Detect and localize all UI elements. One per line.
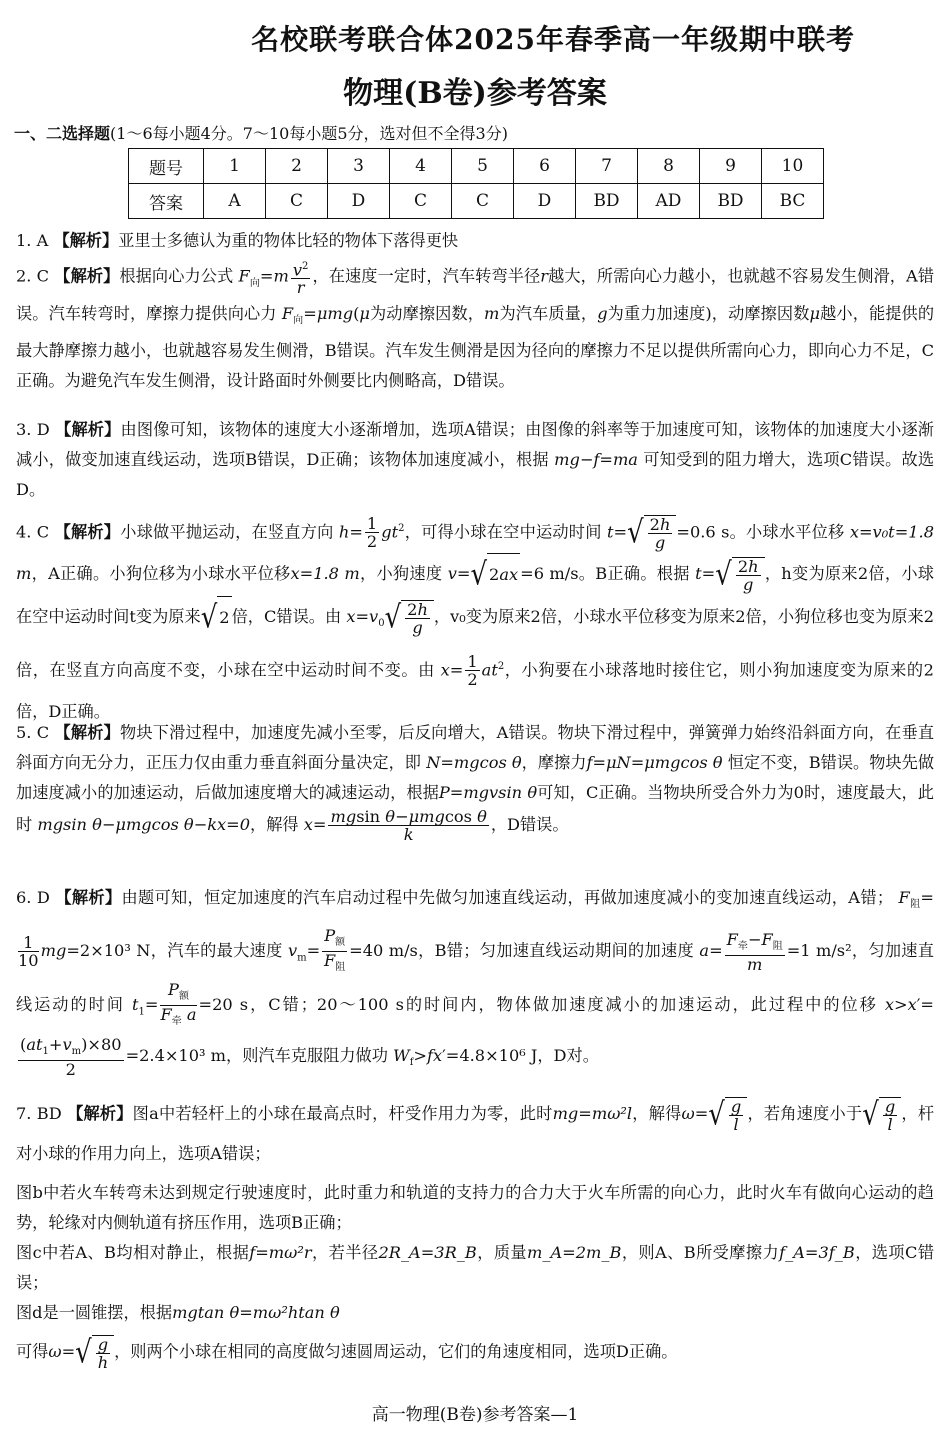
table-cell: 4 [390, 149, 452, 184]
analysis-tag: 【解析】 [54, 522, 121, 542]
question-1-solution [16, 226, 934, 256]
formula-sqrt: √ 2 ax [470, 553, 520, 596]
solution-text: ( [353, 303, 360, 323]
solution-text: 图d是一圆锥摆，根据 [16, 1303, 173, 1322]
table-header-number: 题号 [129, 149, 204, 184]
formula-fraction: $\frac{1}{2}$ [366, 514, 378, 552]
solution-text: ，h变为原来2倍，小球在空中运动时间t变为原来 [16, 564, 934, 627]
solution-text: ，杆对小球的作用力向上，选项A错误； [16, 1104, 935, 1163]
question-number: 5. C [16, 723, 50, 742]
solution-text: ，则A、B所受摩擦力 [621, 1243, 780, 1262]
solution-text: ，D错误。 [490, 815, 569, 834]
solution-text: 为重力加速度)，动摩擦因数 [607, 303, 810, 323]
question-number: 1. A [16, 231, 49, 250]
table-cell: 1 [204, 149, 266, 184]
analysis-tag: 【解析】 [55, 420, 121, 439]
solution-line: 7. BD 【解析】图a中若轻杆上的小球在最高点时，杆受作用力为零，此时mg=mω²l，解得ω= √ $\frac{g}{l}$ ，若角速度小于 √ $\frac{g}{l}$ ，杆对小球的作用力向上，选项A错误； [16, 1096, 935, 1163]
table-cell: C [390, 184, 452, 219]
table-cell: 5 [452, 149, 514, 184]
solution-text: ，可得小球在空中运动时间 [404, 522, 602, 542]
solution-text: ，在速度一定时，汽车转弯半径 [312, 266, 541, 286]
solution-text: =1 m/s²，匀加速直线运动的时间 [16, 941, 934, 1014]
answer-key-title: 物理(B卷)参考答案 [343, 76, 607, 111]
solution-text: =2×10³ N，汽车的最大速度 [66, 941, 283, 961]
table-cell: 6 [514, 149, 576, 184]
solution-text: 越小，能提供的最大静摩擦力越小，也就越容易发生侧滑，B错误。汽车发生侧滑是因为径向的摩擦力不足以提供所需向心力，即向心力不足，C正确。为避免汽车发生侧滑，设计路面时外侧要比内侧略高，D错误。 [16, 303, 935, 391]
question-2-solution: 2. C 【解析】根据向心力公式 $F_向=m$ $\frac{v^2}{r}$ ，在速度一定时，汽车转弯半径r越大，所需向心力越小，也就越不容易发生侧滑，A错误。汽车转弯时，摩擦力提供向心力 $F_向=\mu mg(\mu$为动摩擦因数，m为汽车质量，g为重力加速度)，动摩擦因数μ越小，能提供的最大静摩擦力越小，也就越容易发生侧滑，B错误。汽车发生侧滑是因为径向的摩擦力不足以提供所需向心力，即向心力不足，C正确。为避免汽车发生侧滑，设计路面时外侧要比内侧略高，D错误。 [16, 258, 934, 396]
table-cell: 2 [266, 149, 328, 184]
formula: f_A=3f_B [779, 1243, 855, 1262]
question-number: 6. D [16, 888, 50, 907]
solution-text: 可得 [16, 1342, 49, 1361]
solution-text: 倍，C错误。由 [231, 607, 342, 627]
question-4-solution: 4. C 【解析】小球做平抛运动，在竖直方向 h= $\frac{1}{2}$ $gt^2$，可得小球在空中运动时间 t= √ $\frac{2h}{g}$ =0.6 s。小球水平位移 x=v₀t=1.8 m，A正确。小狗位移为小球水平位移x=1.8 m，小狗速度 v= √ 2 ax =6 m/s。B正确。根据 t= √ $\frac{2h}{g}$ ，h变为原来2倍，小球在空中运动时间t变为原来 √ 2 倍，C错误。由 $x=v_0$ √ $\frac{2h}{g}$ ，v₀变为原来2倍，小球水平位移变为原来2倍，小狗位移也变为原来2倍，在竖直方向高度不变，小球在空中运动时间不变。由 x= $\frac{1}{2}$ $at^2$，小狗要在小球落地时接住它，则小狗加速度变为原来的2倍，D正确。 [16, 514, 934, 722]
solution-line [16, 1298, 934, 1328]
formula-fraction: $\frac{1}{2}$ [467, 652, 478, 690]
solution-text: 越大，所需向心力越小，也就越不容易发生侧滑，A错误。汽车转弯时，摩擦力提供向心力 [16, 266, 935, 323]
solution-text: ，若角速度小于 [747, 1104, 863, 1123]
formula: P=mgvsin θ [438, 783, 538, 802]
table-cell: BC [762, 184, 824, 219]
table-cell: BD [576, 184, 638, 219]
table-header-answer: 答案 [129, 184, 204, 219]
exam-title: 名校联考联合体2025年春季高一年级期中联考 [251, 23, 855, 56]
formula: 2R_A=3R_B [378, 1243, 477, 1262]
formula-fraction: $\frac{(at_1+v_m)\times 80}{2}$ [20, 1034, 122, 1079]
formula-sqrt: √ $\frac{2h}{g}$ [627, 515, 676, 551]
formula: mgtan θ=mω²htan θ [172, 1303, 340, 1322]
solution-text: 为动摩擦因数， [369, 303, 485, 323]
formula-fraction: $\frac{F_牵-F_阻}{m}$ [726, 929, 783, 975]
solution-text: ，则两个小球在相同的高度做匀速圆周运动，它们的角速度相同，选项D正确。 [114, 1342, 678, 1361]
analysis-tag: 【解析】 [67, 1104, 133, 1123]
table-cell: 7 [576, 149, 638, 184]
table-cell: 3 [328, 149, 390, 184]
formula-fraction: $\frac{\text{mgsin θ−μmgcos θ}}{k}$ [330, 807, 487, 844]
section-heading [14, 121, 508, 144]
solution-text: 图a中若轻杆上的小球在最高点时，杆受作用力为零，此时 [132, 1104, 553, 1123]
solution-line: 可得ω= √ $\frac{g}{h}$ ，则两个小球在相同的高度做匀速圆周运动，它们的角速度相同，选项D正确。 [16, 1334, 678, 1372]
analysis-tag: 【解析】 [54, 266, 120, 286]
table-cell: C [452, 184, 514, 219]
solution-text: ，小狗要在小球落地时接住它，则小狗加速度变为原来的2倍，D正确。 [16, 660, 934, 722]
solution-text: ，选项C错误； [16, 1243, 935, 1292]
solution-text: 图b中若火车转弯未达到规定行驶速度时，此时重力和轨道的支持力的合力大于火车所需的向心力，此时火车有做向心运动的趋势，轮缘对内侧轨道有挤压作用，选项B正确； [16, 1183, 934, 1232]
solution-text: 由图像可知，该物体的速度大小逐渐增加，选项A错误；由图像的斜率等于加速度可知，该物体的加速度大小逐渐减小，做变加速直线运动，选项B错误，D正确；该物体加速度减小，根据 [16, 420, 934, 469]
formula-sqrt: √ $\frac{g}{l}$ [708, 1097, 747, 1133]
formula: m_A=2m_B [527, 1243, 622, 1262]
formula-sqrt: √ $\frac{2h}{g}$ [715, 557, 764, 593]
formula-fraction: $\frac{P_额}{F_阻}$ [324, 926, 346, 974]
solution-text: 图c中若A、B均相对静止，根据 [16, 1243, 250, 1262]
table-cell: AD [638, 184, 700, 219]
question-5-solution: 5. C 【解析】物块下滑过程中，加速度先减小至零，后反向增大，A错误。物块下滑过程中，弹簧弹力始终沿斜面方向，在垂直斜面方向无分力，正压力仅由重力垂直斜面分量决定，即 N=mgcos θ，摩擦力f=μN=μmgcos θ 恒定不变，B错误。物块先做加速度减小的加速运动，后做加速度增大的减速运动，根据P=mgvsin θ可知，C正确。当物块所受合外力为0时，速度最大，此时 mgsin θ−μmgcos θ−kx=0，解得 x= $\frac{\text{mgsin θ−μmgcos θ}}{k}$ ，D错误。 [16, 723, 935, 844]
solution-text: =4.8×10⁶ J，D对。 [445, 1046, 599, 1066]
formula: x=1.8 m [290, 564, 360, 584]
solution-text: 恒定不变，B错误。物块先做加速度减小的加速运动，后做加速度增大的减速运动，根据 [16, 753, 935, 802]
table-row-numbers [129, 149, 824, 184]
analysis-tag: 【解析】 [55, 888, 122, 907]
table-cell: BD [700, 184, 762, 219]
solution-text: ，质量 [476, 1243, 528, 1262]
formula: mg=mω²l [552, 1104, 633, 1123]
formula-fraction: $\frac{v^2}{r}$ [291, 258, 311, 296]
solution-text: 为汽车质量， [499, 303, 598, 323]
solution-text: ，解得 [250, 815, 299, 834]
page-footer: 高一物理(B卷)参考答案—1 [371, 1405, 579, 1425]
solution-text: 根据向心力公式 [119, 266, 234, 286]
formula: mgsin θ−μmgcos θ−kx=0 [37, 815, 251, 834]
table-cell: 8 [638, 149, 700, 184]
section-label: 一、二选择题 [14, 124, 111, 143]
formula: N=mgcos θ [426, 753, 522, 772]
solution-text: ，摩擦力 [521, 753, 587, 772]
formula: f=μN=μmgcos θ [586, 753, 723, 772]
solution-text: 物块下滑过程中，加速度先减小至零，后反向增大，A错误。物块下滑过程中，弹簧弹力始终沿斜面方向，在垂直斜面方向无分力，正压力仅由重力垂直斜面分量决定，即 [16, 723, 935, 772]
solution-text: 由题可知，恒定加速度的汽车启动过程中先做匀加速直线运动，再做加速度减小的变加速直线运动，A错； [121, 888, 894, 907]
solution-text: 亚里士多德认为重的物体比轻的物体下落得更快 [118, 231, 459, 250]
table-cell: D [328, 184, 390, 219]
question-7-solution [16, 1094, 934, 1372]
solution-text: ，小狗速度 [359, 564, 443, 584]
solution-text: 小球做平抛运动，在竖直方向 [120, 522, 334, 542]
solution-text: ，解得 [632, 1104, 682, 1123]
solution-text: 可知受到的阻力增大，选项C错误。故选D。 [16, 450, 935, 499]
section-note: (1～6每小题4分。7～10每小题5分，选对但不全得3分) [110, 124, 508, 143]
table-cell: 9 [700, 149, 762, 184]
question-6-solution: 6. D 【解析】由题可知，恒定加速度的汽车启动过程中先做匀加速直线运动，再做加速度减小的变加速直线运动，A错； $F_阻=$ $\frac{1}{10}$ mg=2×10³ N，汽车的最大速度 $v_m=$ $\frac{P_额}{F_阻}$ =40 m/s，B错；匀加速直线运动期间的加速度 a= $\frac{F_牵-F_阻}{m}$ =1 m/s²，匀加速直线运动的时间 $t_1=$ $\frac{P_额}{F_牵 a}$ =20 s，C错；20～100 s的时间内，物体做加速度减小的加速运动，此过程中的位移 x>x′= $\frac{(at_1+v_m)\times 80}{2}$ =2.4×10³ m，则汽车克服阻力做功 $W_f>fx'=4.8\times 10^6$ J，D对。 [16, 888, 934, 1079]
table-row-answers [129, 184, 824, 219]
table-cell: A [204, 184, 266, 219]
question-number: 3. D [16, 420, 50, 439]
formula-sqrt: √ $\frac{2h}{g}$ [385, 600, 434, 636]
question-3-solution [16, 415, 934, 505]
solution-text: ，若半径 [311, 1243, 379, 1262]
solution-text: =20 s，C错；20～100 s的时间内，物体做加速度减小的加速运动，此过程中的位移 [198, 994, 878, 1014]
solution-text: 可知，C正确。当物块所受合外力为0时，速度最大，此时 [16, 783, 934, 834]
solution-line [16, 1178, 934, 1238]
solution-text: =6 m/s。B正确。根据 [520, 564, 690, 584]
formula: x=v₀t=1.8 m [16, 522, 934, 584]
formula-sqrt: √ $\frac{g}{h}$ [75, 1335, 114, 1371]
question-number: 4. C [16, 522, 50, 542]
formula-sqrt: √ $\frac{g}{l}$ [862, 1097, 901, 1133]
analysis-tag: 【解析】 [53, 231, 119, 250]
formula-fraction: $\frac{P_额}{F_牵 a}$ [160, 979, 197, 1028]
table-cell: 10 [762, 149, 824, 184]
solution-text: =2.4×10³ m，则汽车克服阻力做功 [125, 1046, 388, 1066]
solution-text: ，A正确。小狗位移为小球水平位移 [31, 564, 291, 584]
solution-line [16, 1238, 934, 1298]
solution-text: ，v₀变为原来2倍，小球水平位移变为原来2倍，小狗位移也变为原来2倍，在竖直方向高度不变，小球在空中运动时间不变。由 [16, 607, 934, 680]
analysis-tag: 【解析】 [54, 723, 121, 742]
question-number: 7. BD [16, 1104, 62, 1123]
formula-sqrt: √ 2 [201, 596, 232, 639]
table-cell: D [514, 184, 576, 219]
formula: f=mω²r [249, 1243, 312, 1262]
solution-text: =0.6 s。小球水平位移 [676, 522, 845, 542]
formula: mg−f=ma [554, 450, 638, 469]
answer-table [128, 148, 824, 219]
table-cell: C [266, 184, 328, 219]
solution-text: =40 m/s，B错；匀加速直线运动期间的加速度 [349, 941, 694, 961]
question-number: 2. C [16, 266, 50, 286]
formula-fraction: $\frac{1}{10}$ [18, 933, 39, 971]
